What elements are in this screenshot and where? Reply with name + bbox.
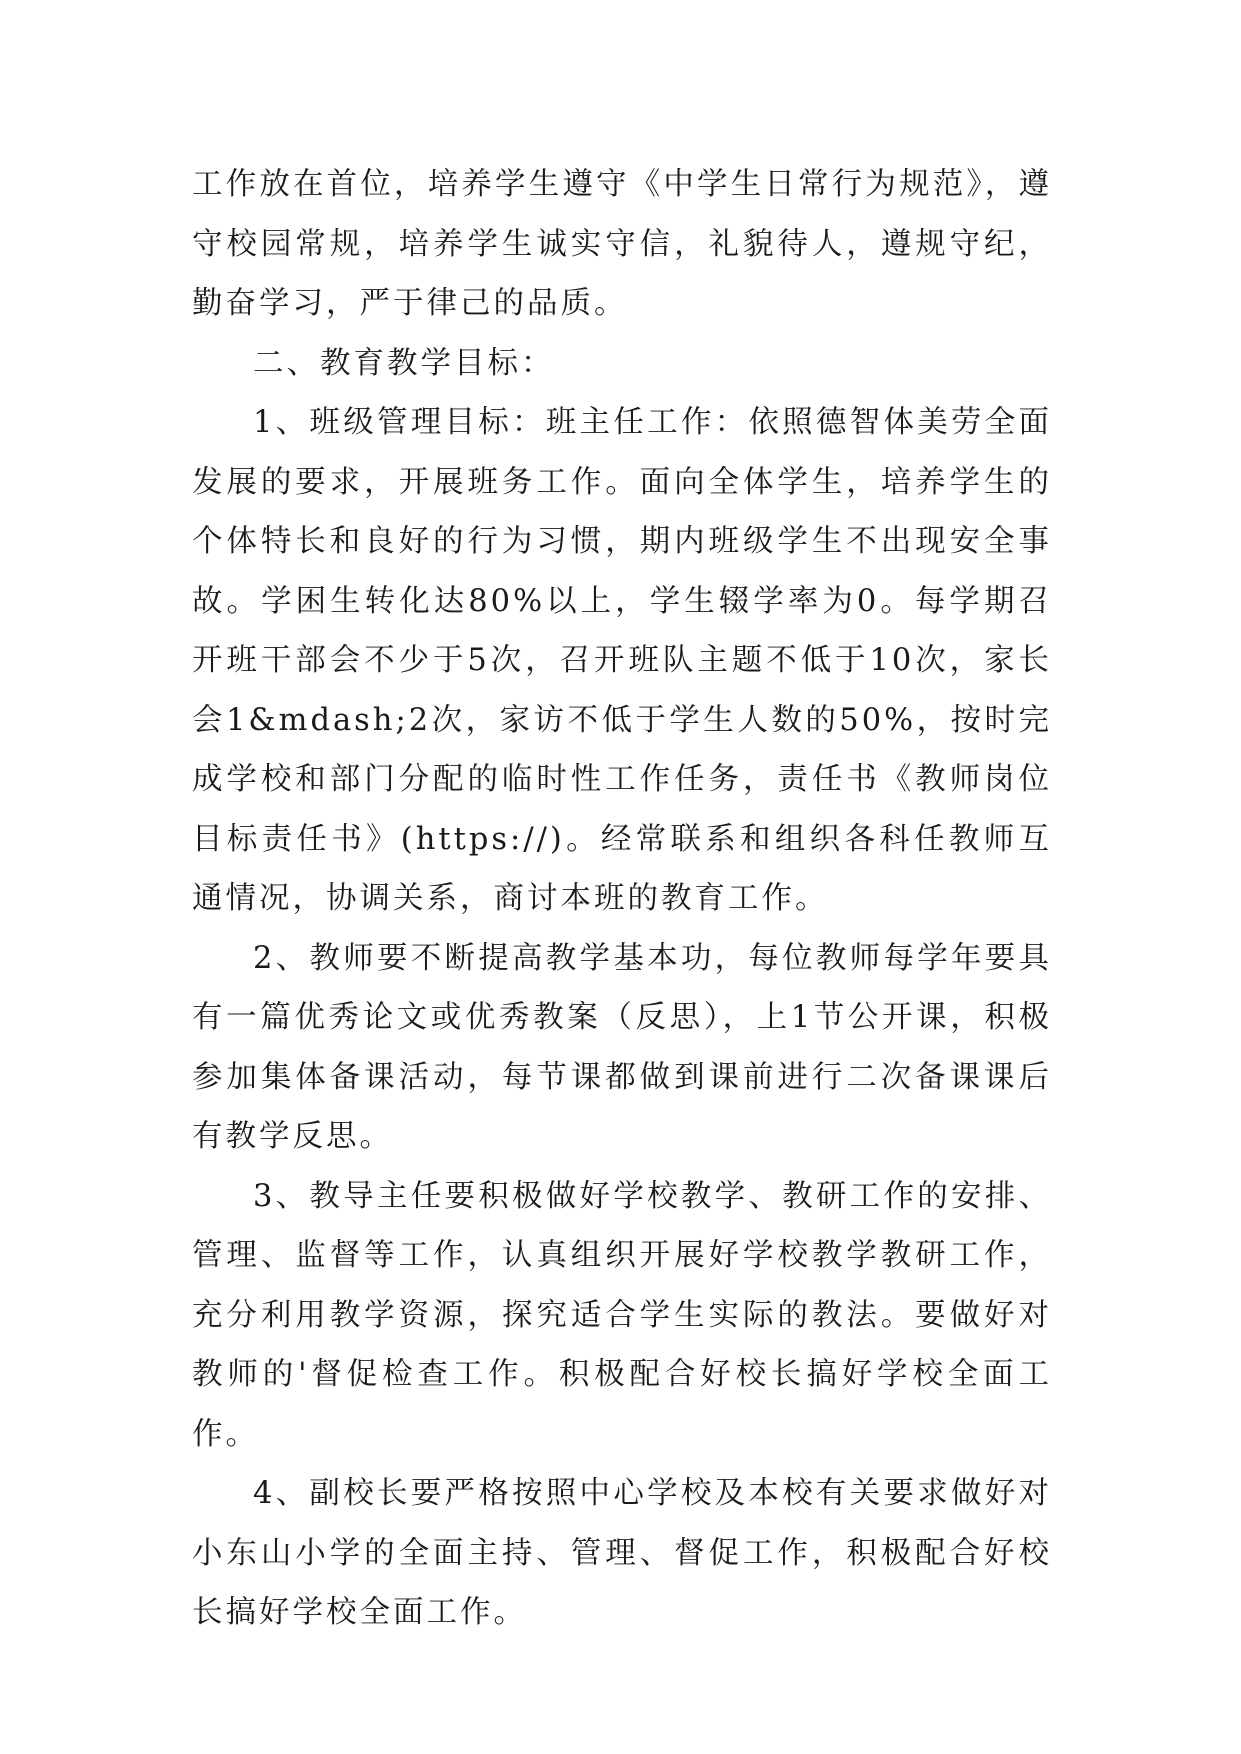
paragraph-class-management: 1、班级管理目标：班主任工作：依照德智体美劳全面发展的要求，开展班务工作。面向全体学生，培养学生的个体特长和良好的行为习惯，期内班级学生不出现安全事故。学困生转化达80%以上，学生辍学率为0。每学期召开班干部会不少于5次，召开班队主题不低于10次，家长会1&mdash;2次，家访不低于学生人数的50%，按时完成学校和部门分配的临时性工作任务，责任书《教师岗位目标责任书》(https://)。经常联系和组织各科任教师互通情况，协调关系，商讨本班的教育工作。 — [192, 405, 1052, 916]
paragraph-academic-director: 3、教导主任要积极做好学校教学、教研工作的安排、管理、监督等工作，认真组织开展好学校教学教研工作，充分利用教学资源，探究适合学生实际的教法。要做好对教师的'督促检查工作。积极配合好校长搞好学校全面工作。 — [192, 1178, 1052, 1452]
paragraph-teacher-skills: 2、教师要不断提高教学基本功，每位教师每学年要具有一篇优秀论文或优秀教案（反思），上1节公开课，积极参加集体备课活动，每节课都做到课前进行二次备课课后有教学反思。 — [192, 940, 1052, 1154]
section-heading: 二、教育教学目标： — [253, 345, 555, 381]
document-body — [192, 155, 1052, 1643]
paragraph-vice-principal: 4、副校长要严格按照中心学校及本校有关要求做好对小东山小学的全面主持、管理、督促工作，积极配合好校长搞好学校全面工作。 — [192, 1476, 1052, 1630]
paragraph-continuation: 工作放在首位，培养学生遵守《中学生日常行为规范》，遵守校园常规，培养学生诚实守信，礼貌待人，遵规守纪，勤奋学习，严于律己的品质。 — [192, 167, 1052, 321]
